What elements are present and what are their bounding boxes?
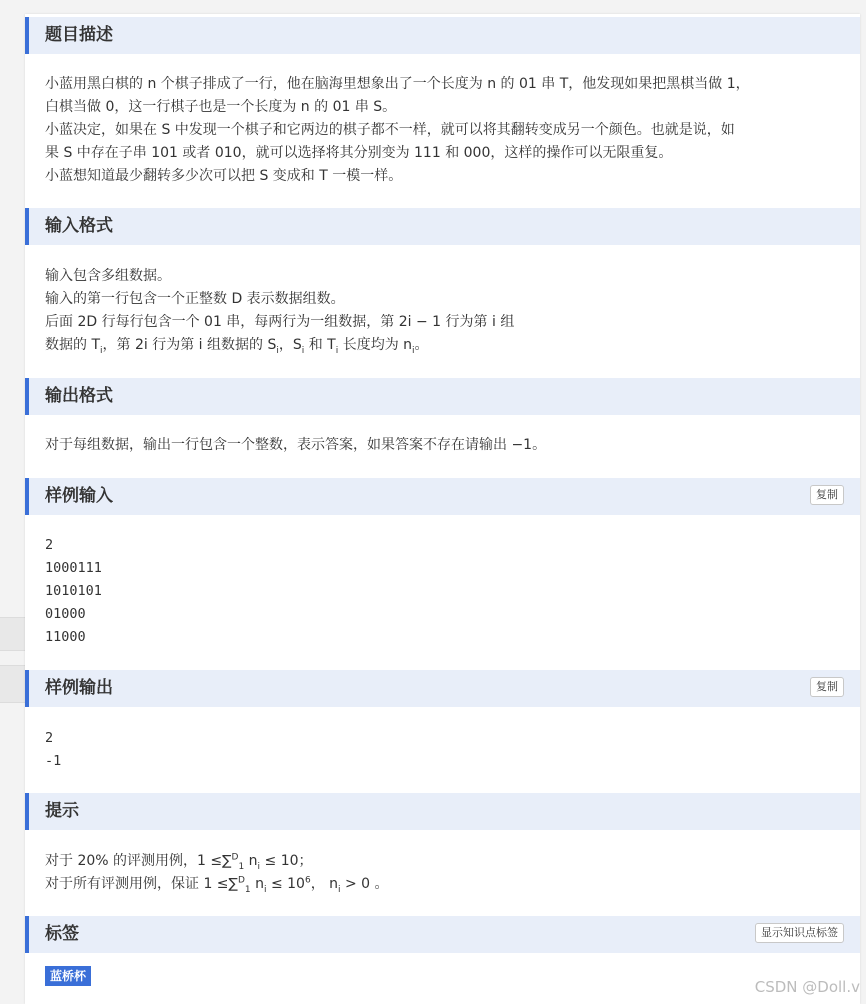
copy-sample-output-button[interactable]: 复制: [810, 677, 844, 697]
output-format-body: [45, 434, 836, 457]
input-line: 后面 2D 行每行包含一个 01 串，每两行为一组数据，第 2i − 1 行为第 i 组: [45, 314, 515, 330]
input-line: 数据的 $T_i$，第 2i 行为第 i 组数据的 $S_i$，$S_i$ 和 $T_i$ 长度均为 $n_i$。: [45, 337, 429, 356]
code-line: 2: [45, 537, 54, 553]
hint-body: [45, 850, 836, 896]
description-line: 小蓝想知道最少翻转多少次可以把 S 变成和 T 一模一样。: [45, 168, 403, 184]
code-line: 2: [45, 730, 54, 746]
sample-output-title: 样例输出: [45, 678, 113, 698]
sample-output-code: [45, 727, 836, 773]
problem-panel: [25, 14, 860, 1004]
watermark: CSDN @Doll.v: [754, 978, 860, 996]
side-stub: [0, 665, 26, 703]
section-title-input: 输入格式: [25, 208, 860, 245]
section-title-hint: 提示: [25, 793, 860, 830]
tags-title: 标签: [45, 924, 79, 944]
hint-line: 对于 20% 的评测用例，1 ≤∑$^D_1$ $n_i \le 10$；: [45, 852, 313, 872]
description-line: 小蓝决定，如果在 S 中发现一个棋子和它两边的棋子都不一样，就可以将其翻转变成另一个颜色。也就是说，如: [45, 122, 735, 138]
input-line: 输入的第一行包含一个正整数 D 表示数据组数。: [45, 291, 345, 307]
output-line: 对于每组数据，输出一行包含一个整数，表示答案，如果答案不存在请输出 −1。: [45, 437, 547, 453]
hint-line: 对于所有评测用例，保证 1 ≤∑$^D_1$ $n_i \le 10^6$， $n_i > 0$ 。: [45, 875, 389, 895]
description-body: [45, 73, 836, 188]
code-line: -1: [45, 753, 62, 769]
description-line: 白棋当做 0，这一行棋子也是一个长度为 n 的 01 串 S。: [45, 99, 397, 115]
section-title-sample-input: [25, 478, 860, 515]
code-line: 1010101: [45, 583, 102, 599]
copy-sample-input-button[interactable]: 复制: [810, 485, 844, 505]
input-line: 输入包含多组数据。: [45, 268, 171, 284]
section-title-description: 题目描述: [25, 17, 860, 54]
show-knowledge-tags-button[interactable]: 显示知识点标签: [755, 923, 844, 943]
sample-input-title: 样例输入: [45, 486, 113, 506]
description-line: 小蓝用黑白棋的 n 个棋子排成了一行，他在脑海里想象出了一个长度为 n 的 01 串 T，他发现如果把黑棋当做 1，: [45, 76, 750, 92]
side-stub: [0, 617, 26, 651]
tag-lanqiao[interactable]: 蓝桥杯: [45, 966, 91, 986]
section-title-tags: [25, 916, 860, 953]
code-line: 11000: [45, 629, 86, 645]
code-line: 01000: [45, 606, 86, 622]
description-line: 果 S 中存在子串 101 或者 010，就可以选择将其分别变为 111 和 000，这样的操作可以无限重复。: [45, 145, 673, 161]
sample-input-code: [45, 534, 836, 649]
section-title-output: 输出格式: [25, 378, 860, 415]
input-format-body: [45, 265, 836, 357]
code-line: 1000111: [45, 560, 102, 576]
section-title-sample-output: [25, 670, 860, 707]
